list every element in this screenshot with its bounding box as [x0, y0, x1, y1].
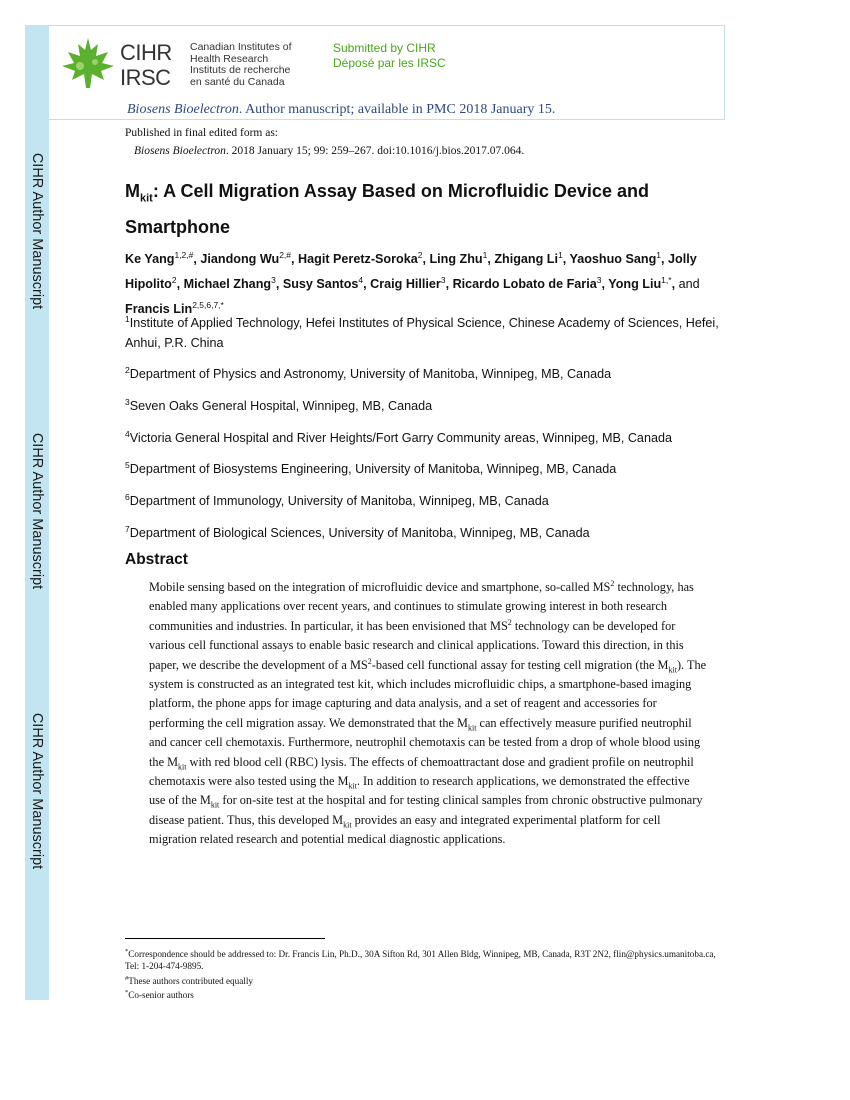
footnote-divider — [125, 938, 325, 939]
footnote-mark: * — [125, 948, 129, 955]
abstract-text: kit — [467, 723, 477, 733]
author-name: Hagit Peretz-Soroka — [298, 252, 418, 267]
author-affiliation-mark: 1 — [656, 250, 662, 260]
affiliation-text: Institute of Applied Technology, Hefei Institutes of Physical Science, Chinese Academy of Sciences, Hefei, Anhui, P.R. China — [125, 316, 719, 350]
footnote — [125, 946, 725, 973]
footnote-text: Correspondence should be addressed to: Dr. Francis Lin, Ph.D., 30A Sifton Rd, 301 Allen Bldg, Winnipeg, MB, Canada, R3T 2N2, flin@physics.umanitoba.ca, Tel: 1-204-474-9895. — [125, 949, 716, 972]
submitted-by: Submitted by CIHR Déposé par les IRSC — [333, 41, 446, 70]
abstract-text: technology can be developed for various cell functional assays to enable basic research and clinical applications. Toward this direction, in this paper, we describe the development of a MS — [149, 618, 684, 672]
footnote-mark: # — [125, 974, 129, 982]
sidebar-label: CIHR Author Manuscript — [29, 152, 45, 310]
author-affiliation-mark: 3 — [271, 275, 276, 286]
affiliation-number: 5 — [125, 460, 130, 471]
author-and: and — [678, 277, 700, 292]
affiliation — [125, 310, 725, 353]
abstract-text: Mobile sensing based on the integration of microfluidic device and smartphone, so-called MS — [149, 580, 611, 594]
abstract-text: 2 — [507, 617, 512, 627]
cihr-logo-text: CIHR IRSC — [120, 40, 172, 90]
abstract-text: for on-site test at the hospital and for testing clinical samples from chronic obstructive pulmonary disease patient. Thus, this developed M — [149, 793, 703, 827]
abstract-text: -based cell functional assay for testing cell migration (the M — [371, 657, 669, 672]
affiliation — [125, 361, 725, 385]
abstract-text: 2 — [367, 656, 372, 666]
footnote — [125, 987, 725, 1001]
abstract-text: ). The system is constructed as an integrated test kit, which includes microfluidic chips, a smartphone-based imaging platform, the phone apps for image capturing and data analysis, and a set of reagent and accessories for performing the cell migration assay. We demonstrated that the M — [149, 657, 707, 730]
author-affiliation-mark: 2 — [171, 275, 177, 286]
footnote-text: Co-senior authors — [128, 990, 194, 1001]
maple-leaf-icon — [60, 36, 116, 92]
sidebar-label: CIHR Author Manuscript — [29, 712, 45, 870]
author-name: Michael Zhang — [183, 277, 272, 292]
author-affiliation-mark: 1 — [482, 250, 488, 260]
author-name: Craig Hillier — [370, 277, 441, 292]
author-name: Yaoshuo Sang — [569, 252, 657, 267]
affiliation — [125, 488, 725, 512]
affiliation — [125, 425, 725, 449]
author-affiliation-mark: 1 — [558, 250, 563, 260]
abstract-text: kit — [668, 665, 677, 675]
author-list: Ke Yang$^{1,2,\#}$, Jiandong $Wu^{2,\#}$, Hagit Peretz-Soroka$^2$, Ling Zhu$^1$, Zhigang Li$^1$, Yaoshuo Sang$^1$, Jolly Hipolito$^2$, Michael Zhang$^3$, Susy Santos$^4$, Craig Hillier$^3$, Ricardo Lobato de Faria$^3$, Yong Liu$^{1,*}$, and Francis Lin$^{2,5,6,7,*}$ — [125, 250, 700, 317]
abstract-text: provides an easy and integrated experimental platform for cell migration related research and potential medical diagnostic applications. — [149, 812, 661, 847]
abstract-heading: Abstract — [125, 551, 188, 568]
footnotes — [125, 946, 725, 1001]
abstract-body — [149, 578, 709, 850]
author-affiliation-mark: 2 — [417, 250, 423, 260]
author-affiliation-mark: 4 — [358, 275, 364, 286]
footnote-mark: * — [125, 989, 129, 997]
affiliation-text: Department of Biosystems Engineering, University of Manitoba, Winnipeg, MB, Canada — [129, 462, 617, 477]
author-affiliation-mark: 1,2,# — [174, 250, 194, 260]
author-name: Ling Zhu — [429, 252, 483, 267]
author-affiliation-mark: 2,5,6,7,* — [192, 300, 224, 311]
affiliation — [125, 456, 725, 480]
author-name: Susy Santos — [282, 277, 359, 292]
abstract-text: kit — [343, 820, 352, 830]
affiliation — [125, 393, 725, 417]
author-affiliation-mark: 2,# — [279, 250, 292, 260]
author-affiliation-mark: 3 — [596, 275, 602, 286]
author-name: Jolly Hipolito — [125, 252, 697, 292]
author-name: Jiandong Wu — [200, 252, 280, 267]
journal-line: Biosens Bioelectron. Author manuscript; available in PMC 2018 January 15. — [127, 102, 556, 117]
affiliation-text: Department of Immunology, University of Manitoba, Winnipeg, MB, Canada — [129, 494, 549, 509]
abstract-text: can effectively measure purified neutrophil and cancer cell chemotaxis. Furthermore, neutrophil chemotaxis can be tested from a drop of whole blood using the M — [149, 715, 701, 769]
paper-title: $M_{kit}$: A Cell Migration Assay Based on Microfluidic Device and Smartphone — [125, 181, 649, 237]
abstract-text: with red blood cell (RBC) lysis. The effects of chemoattractant dose and gradient profile on neutrophil chemotaxis were also tested using the M — [149, 754, 694, 789]
published-info: Published in final edited form as: Biosens Bioelectron. 2018 January 15; 99: 259–267. doi:10.1016/j.bios.2017.07.064. — [125, 127, 525, 157]
affiliation-number: 7 — [125, 523, 130, 534]
affiliation-list — [125, 310, 725, 551]
affiliation-number: 4 — [125, 428, 130, 439]
abstract-text: kit — [348, 781, 357, 791]
sidebar-label: CIHR Author Manuscript — [29, 432, 45, 590]
footnote-text: These authors contributed equally — [128, 975, 254, 986]
author-name: Ke Yang — [125, 252, 175, 267]
affiliation-number: 2 — [125, 365, 130, 376]
affiliation-text: Seven Oaks General Hospital, Winnipeg, MB, Canada — [129, 399, 433, 414]
affiliation-text: Victoria General Hospital and River Heights/Fort Garry Community areas, Winnipeg, MB, Canada — [129, 430, 672, 445]
author-name: Francis Lin — [125, 302, 193, 317]
affiliation-number: 6 — [125, 491, 130, 502]
abstract-text: kit — [178, 762, 187, 772]
affiliation-number: 1 — [125, 314, 130, 324]
abstract-text: kit — [210, 800, 220, 810]
author-name: Yong Liu — [608, 277, 662, 292]
affiliation-text: Department of Physics and Astronomy, University of Manitoba, Winnipeg, MB, Canada — [129, 367, 612, 382]
abstract-text: technology, has enabled many applications over recent years, and continues to stimulate growing interest in both research communities and industries. In particular, it has been envisioned that MS — [149, 580, 694, 633]
author-name: Zhigang Li — [494, 252, 558, 267]
affiliation-number: 3 — [125, 396, 130, 407]
footnote — [125, 973, 725, 987]
affiliation — [125, 520, 725, 544]
affiliation-text: Department of Biological Sciences, University of Manitoba, Winnipeg, MB, Canada — [129, 525, 590, 540]
org-names: Canadian Institutes of Health Research Instituts de recherche en santé du Canada — [190, 41, 292, 88]
author-name: Ricardo Lobato de Faria — [452, 277, 597, 292]
author-affiliation-mark: 3 — [440, 275, 446, 286]
abstract-text: . In addition to research applications, we demonstrated the effective use of the M — [149, 774, 690, 808]
author-affiliation-mark: 1,* — [661, 275, 672, 286]
abstract-text: 2 — [610, 578, 615, 588]
